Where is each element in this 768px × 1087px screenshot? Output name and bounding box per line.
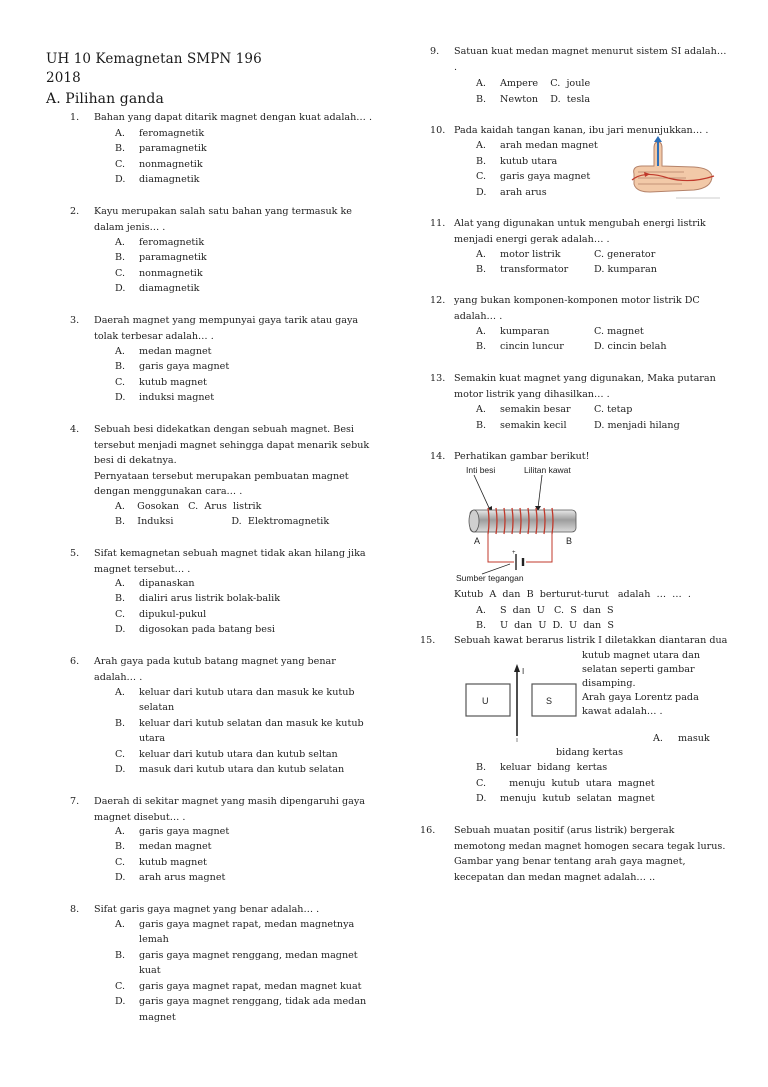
question-text: magnet disebut… . xyxy=(94,811,186,823)
question-text: besi di dekatnya. xyxy=(94,455,177,466)
exam-title-line2: 2018 xyxy=(46,70,81,86)
question-text: adalah… . xyxy=(454,310,503,322)
option-b-cont: kuat xyxy=(139,965,161,976)
option-a-label: A. xyxy=(653,733,663,744)
option-c: C. keluar dari kutub utara dan kutub seltan xyxy=(115,749,338,760)
question-number: 7. xyxy=(70,796,80,807)
option-c: C. nonmagnetik xyxy=(115,268,203,279)
option-b: B. garis gaya magnet xyxy=(115,361,230,372)
option-d: D. digosokan pada batang besi xyxy=(115,624,275,635)
question-number: 16. xyxy=(420,825,436,836)
option-d: D. arah arus magnet xyxy=(115,872,226,883)
question-text: Sifat kemagnetan sebuah magnet tidak akan hilang jika xyxy=(94,548,366,559)
question-text: Bahan yang dapat ditarik magnet dengan kuat adalah… . xyxy=(94,112,372,123)
option-a-c: A. Ampere C. joule xyxy=(476,78,591,89)
question-text: Daerah magnet yang mempunyai gaya tarik atau gaya xyxy=(94,315,359,326)
option-a: A. arah medan magnet xyxy=(476,140,598,151)
question-number: 3. xyxy=(70,315,80,326)
question-number: 14. xyxy=(430,451,446,462)
option-d: D. diamagnetik xyxy=(115,174,200,185)
question-text: Daerah di sekitar magnet yang masih dipengaruhi gaya xyxy=(94,796,365,807)
option-b-d: B. Newton D. tesla xyxy=(476,94,591,105)
option-c: C. kutub magnet xyxy=(115,377,207,388)
option-d: D. masuk dari kutub utara dan kutub selatan xyxy=(115,764,345,775)
option-a: A. garis gaya magnet rapat, medan magnetnya xyxy=(115,919,355,930)
question-number: 10. xyxy=(430,125,446,136)
option-b: B. keluar bidang kertas xyxy=(476,762,608,773)
option-d: D. induksi magnet xyxy=(115,392,215,403)
question-text: memotong medan magnet homogen secara tegak lurus. xyxy=(454,840,726,852)
label-lilitan-kawat: Lilitan kawat xyxy=(524,465,571,475)
option-a-cont: bidang kertas xyxy=(556,747,624,758)
question-text: Gambar yang benar tentang arah gaya magnet, xyxy=(454,856,686,867)
magnet-poles-figure xyxy=(462,660,580,744)
option-c: C. garis gaya magnet xyxy=(476,171,591,182)
option-c: C. garis gaya magnet rapat, medan magnet kuat xyxy=(115,981,362,992)
option-d: D. arah arus xyxy=(476,187,547,198)
question-text: Sebuah muatan positif (arus listrik) bergerak xyxy=(454,825,675,836)
option-d: D. cincin belah xyxy=(594,341,667,352)
option-a: A. motor listrik xyxy=(476,249,561,260)
option-b: B. paramagnetik xyxy=(115,252,207,263)
question-15-side-5: kawat adalah… . xyxy=(582,706,663,717)
option-b: B. medan magnet xyxy=(115,841,212,852)
question-number: 8. xyxy=(70,904,80,915)
option-d-cont: magnet xyxy=(139,1012,176,1023)
question-number: 2. xyxy=(70,206,80,217)
option-a: A. keluar dari kutub utara dan masuk ke kutub xyxy=(115,687,355,698)
electromagnet-figure xyxy=(452,464,592,586)
question-text: tersebut menjadi magnet sehingga dapat menarik sebuk xyxy=(94,439,370,451)
option-c: C. nonmagnetik xyxy=(115,159,203,170)
option-b-d: B. U dan U D. U dan S xyxy=(476,620,614,631)
option-a: A. medan magnet xyxy=(115,346,212,357)
question-number: 9. xyxy=(430,46,440,57)
option-a-cont: selatan xyxy=(139,702,175,713)
option-b-cont: utara xyxy=(139,733,166,744)
option-a-c: A. S dan U C. S dan S xyxy=(476,605,614,616)
question-text: Sebuah kawat berarus listrik I diletakkan diantaran dua xyxy=(454,635,728,646)
option-b: B. paramagnetik xyxy=(115,143,207,154)
question-number: 4. xyxy=(70,424,80,435)
option-b: B. cincin luncur xyxy=(476,341,564,352)
option-b: B. garis gaya magnet renggang, medan magnet xyxy=(115,950,358,961)
question-15-side-4: Arah gaya Lorentz pada xyxy=(582,692,699,703)
question-text: dengan menggunakan cara… . xyxy=(94,486,243,497)
label-a: A xyxy=(474,536,481,546)
question-number: 15. xyxy=(420,635,436,646)
question-text: tolak terbesar adalah… . xyxy=(94,330,214,342)
option-c: C. magnet xyxy=(594,326,644,337)
question-text: Alat yang digunakan untuk mengubah energi listrik xyxy=(454,218,706,229)
option-b: B. dialiri arus listrik bolak-balik xyxy=(115,593,281,604)
option-c: C. dipukul-pukul xyxy=(115,609,207,620)
question-text: . xyxy=(454,61,458,73)
question-number: 6. xyxy=(70,656,80,667)
option-a-c: A. Gosokan C. Arus listrik xyxy=(115,501,262,512)
option-a: masuk xyxy=(678,733,710,744)
question-text: magnet tersebut… . xyxy=(94,563,191,575)
question-text: Arah gaya pada kutub batang magnet yang benar xyxy=(94,656,336,667)
question-text: Satuan kuat medan magnet menurut sistem SI adalah… xyxy=(454,46,727,57)
question-text: dalam jenis… . xyxy=(94,221,166,233)
option-d: D. diamagnetik xyxy=(115,283,200,294)
svg-text:+: + xyxy=(512,550,516,556)
question-15-side-3: disamping. xyxy=(582,678,636,689)
question-text: Sebuah besi didekatkan dengan sebuah magnet. Besi xyxy=(94,424,355,435)
option-b: B. semakin kecil xyxy=(476,420,567,431)
question-15-side-1: kutub magnet utara dan xyxy=(582,650,701,661)
pole-u: U xyxy=(482,696,489,706)
option-d: D. menjadi hilang xyxy=(594,420,680,431)
option-a: A. semakin besar xyxy=(476,404,571,415)
option-b: B. keluar dari kutub selatan dan masuk ke kutub xyxy=(115,718,364,729)
question-14-prompt: Kutub A dan B berturut-turut adalah … … . xyxy=(454,589,691,600)
question-text: Sifat garis gaya magnet yang benar adalah… . xyxy=(94,904,320,915)
current-i: I xyxy=(522,667,525,676)
question-text: Pada kaidah tangan kanan, ibu jari menunjukkan… . xyxy=(454,125,709,136)
question-text: motor listrik yang dihasilkan… . xyxy=(454,388,610,400)
question-text: Semakin kuat magnet yang digunakan, Maka putaran xyxy=(454,373,716,384)
label-sumber-tegangan: Sumber tegangan xyxy=(456,573,524,583)
question-number: 13. xyxy=(430,373,446,384)
question-15-side-2: selatan seperti gambar xyxy=(582,664,695,675)
option-b: B. kutub utara xyxy=(476,156,558,167)
option-c: C. menuju kutub utara magnet xyxy=(476,778,655,789)
pole-s: S xyxy=(546,696,553,706)
option-a: A. feromagnetik xyxy=(115,237,205,248)
option-b: B. transformator xyxy=(476,264,569,275)
question-number: 1. xyxy=(70,112,80,123)
option-a: A. garis gaya magnet xyxy=(115,826,230,837)
question-number: 5. xyxy=(70,548,80,559)
question-text: menjadi energi gerak adalah… . xyxy=(454,233,610,245)
question-text: Kayu merupakan salah satu bahan yang termasuk ke xyxy=(94,206,352,217)
right-hand-rule-image xyxy=(624,136,724,208)
option-c: C. generator xyxy=(594,249,656,260)
question-text: Pernyataan tersebut merupakan pembuatan magnet xyxy=(94,470,349,482)
option-a: A. feromagnetik xyxy=(115,128,205,139)
question-text: Perhatikan gambar berikut! xyxy=(454,451,590,462)
question-text: yang bukan komponen-komponen motor listrik DC xyxy=(454,295,700,306)
question-number: 12. xyxy=(430,295,446,306)
label-inti-besi: Inti besi xyxy=(466,465,496,475)
exam-title-line1: UH 10 Kemagnetan SMPN 196 xyxy=(46,51,262,67)
section-heading: A. Pilihan ganda xyxy=(46,91,164,107)
option-d: D. kumparan xyxy=(594,264,657,275)
option-c: C. kutub magnet xyxy=(115,857,207,868)
option-c: C. tetap xyxy=(594,404,633,415)
question-text: adalah… . xyxy=(94,671,143,683)
question-number: 11. xyxy=(430,218,446,229)
question-text: kecepatan dan medan magnet adalah… .. xyxy=(454,871,656,883)
option-a: A. kumparan xyxy=(476,326,550,337)
option-d: D. garis gaya magnet renggang, tidak ada medan xyxy=(115,996,367,1007)
option-d: D. menuju kutub selatan magnet xyxy=(476,793,655,804)
option-a-cont: lemah xyxy=(139,934,169,945)
option-b-d: B. Induksi D. Elektromagnetik xyxy=(115,516,330,527)
label-b: B xyxy=(566,536,573,546)
option-a: A. dipanaskan xyxy=(115,578,195,589)
